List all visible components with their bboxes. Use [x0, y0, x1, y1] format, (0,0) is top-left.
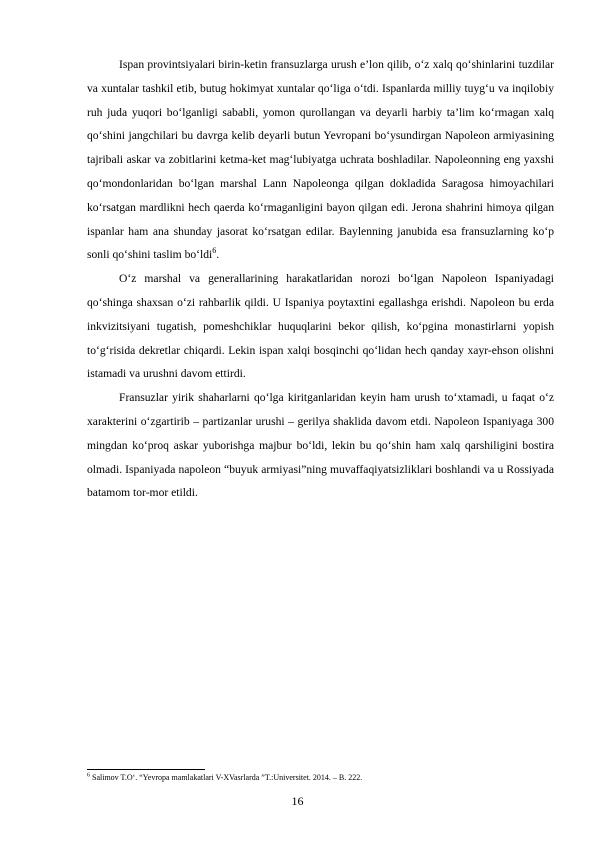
footnote-reference: 6: [212, 246, 217, 256]
body-text: [87, 53, 554, 505]
footnote: [87, 772, 554, 783]
page-number: 16: [291, 794, 304, 808]
paragraph-1: Ispan provintsiyalari birin-ketin fransuzlarga urush e’lon qilib, o‘z xalq qo‘shinlarini tuzdilar va xuntalar tashkil etib, butug hokimyat xuntalar qo‘liga o‘tdi. Ispanlarda milliy tuyg‘u va inqilobiy ruh juda yuqori bo‘lganligi sababli, yomon qurollangan va deyarli harbiy ta’lim ko‘rmagan xalq qo‘shini jangchilari bu davrga kelib deyarli butun Yevropani bo‘ysundirgan Napoleon armiyasining tajribali askar va zobitlarini ketma-ket mag‘lubiyatga uchrata boshladilar. Napoleonning eng yaxshi qo‘mondonlaridan bo‘lgan marshal Lann Napoleonga qilgan dokladida Saragosa himoyachilari ko‘rsatgan mardlikni hech qaerda ko‘rmaganligini bayon qilgan edi. Jerona shahrini himoya qilgan ispanlar ham ana shunday jasorat ko‘rsatgan edilar. Baylenning janubida esa fransuzlarning ko‘p sonli qo‘shini taslim bo‘ldi$^6$.: [87, 58, 554, 262]
paragraph-3: Fransuzlar yirik shaharlarni qo‘lga kiritganlaridan keyin ham urush to‘xtamadi, u faqat o‘z xarakterini o‘zgartirib – partizanlar urushi – gerilya shaklida davom etdi. Napoleon Ispaniyaga 300 mingdan ko‘proq askar yuborishga majbur bo‘ldi, lekin bu qo‘shin ham xalq qarshiligini bostira olmadi. Ispaniyada napoleon “buyuk armiyasi”ning muvaffaqiyatsizliklari boshlandi va u Rossiyada batamom tor-mor etildi.: [87, 391, 554, 500]
footnote-text: Salimov T.O‘. “Yevropa mamlakatlari V-XVasrlarda ”T.:Universitet. 2014. – B. 222.: [90, 773, 363, 782]
paragraph-1-text: Ispan provintsiyalari birin-ketin fransuzlarga urush e’lon qilib, o‘z xalq qo‘shinlarini tuzdilar va xuntalar tashkil etib, butug hokimyat xuntalar qo‘liga o‘tdi. Ispanlarda milliy tuyg‘u va inqilobiy ruh juda yuqori bo‘lganligi sababli, yomon qurollangan va deyarli harbiy ta’lim ko‘rmagan xalq qo‘shini jangchilari bu davrga kelib deyarli butun Yevropani bo‘ysundirgan Napoleon armiyasining tajribali askar va zobitlarini ketma-ket mag‘lubiyatga uchrata boshladilar. Napoleonning eng yaxshi qo‘mondonlaridan bo‘lgan marshal Lann Napoleonga qilgan dokladida Saragosa himoyachilari ko‘rsatgan mardlikni hech qaerda ko‘rmaganligini bayon qilgan edi. Jerona shahrini himoya qilgan ispanlar ham ana shunday jasorat ko‘rsatgan edilar. Baylenning janubida esa fransuzlarning ko‘p sonli qo‘shini taslim bo‘ldi: [87, 58, 554, 262]
footnote-number: 6: [87, 772, 90, 779]
paragraph-2: O‘z marshal va generallarining harakatlaridan norozi bo‘lgan Napoleon Ispaniyadagi qo‘shinga shaxsan o‘zi rahbarlik qildi. U Ispaniya poytaxtini egallashga erishdi. Napoleon bu erda inkvizitsiyani tugatish, pomeshchiklar huquqlarini bekor qilish, ko‘pgina monastirlarni yopish to‘g‘risida dekretlar chiqardi. Lekin ispan xalqi bosqinchi qo‘lidan hech qanday xayr-ehson olishni istamadi va urushni davom ettirdi.: [87, 272, 554, 381]
footnote-separator: [87, 769, 205, 770]
